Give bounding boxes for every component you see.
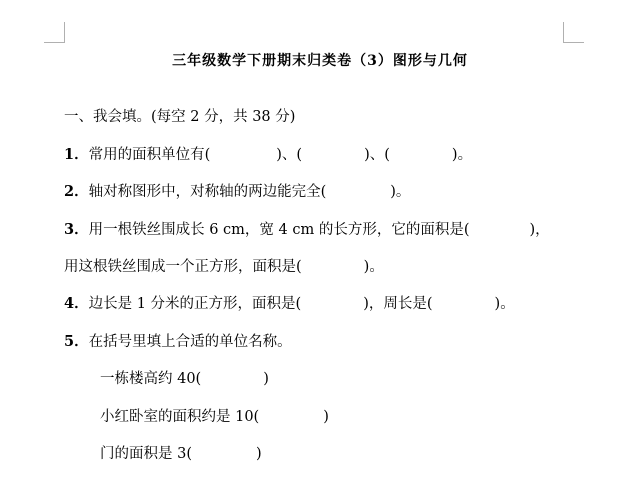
question-5-item	[100, 369, 269, 389]
question-3	[64, 220, 550, 240]
question-number: 2．	[64, 183, 89, 200]
question-text: )。	[390, 184, 411, 200]
question-text: 用这根铁丝围成一个正方形，面积是(	[64, 259, 302, 275]
question-text: )，	[529, 222, 550, 238]
question-text: )，周长是(	[363, 296, 433, 312]
item-text: 一栋楼高约 40(	[100, 371, 202, 387]
question-2	[64, 182, 410, 202]
question-text: )。	[494, 296, 515, 312]
item-text: 小红卧室的面积约是 10(	[100, 409, 260, 425]
question-4	[64, 294, 515, 314]
item-text: )	[323, 409, 329, 425]
question-text: 常用的面积单位有(	[88, 147, 211, 163]
item-text: )	[256, 446, 262, 462]
question-3-continued	[64, 257, 384, 277]
question-5	[64, 332, 292, 352]
question-number: 4．	[64, 295, 89, 312]
question-number: 5．	[64, 333, 89, 350]
question-text: )、(	[276, 147, 303, 163]
question-5-item	[100, 444, 262, 464]
question-number: 3．	[64, 221, 89, 238]
question-text: 用一根铁丝围成长 6 cm，宽 4 cm 的长方形，它的面积是(	[88, 222, 470, 238]
document-title: 三年级数学下册期末归类卷（3）图形与几何	[172, 53, 468, 69]
question-number: 1．	[64, 146, 89, 163]
question-1	[64, 145, 472, 165]
question-text: 轴对称图形中，对称轴的两边能完全(	[88, 184, 327, 200]
crop-mark-top-right	[563, 22, 584, 43]
item-text: )	[263, 371, 269, 387]
question-text: )。	[363, 259, 384, 275]
question-text: )、(	[364, 147, 390, 163]
crop-mark-top-left	[44, 22, 65, 43]
question-text: 边长是 1 分米的正方形，面积是(	[88, 296, 302, 312]
question-5-item	[100, 407, 329, 427]
question-text: )。	[451, 147, 473, 163]
item-text: 门的面积是 3(	[100, 446, 192, 462]
section-heading: 一、我会填。(每空 2 分，共 38 分)	[64, 109, 296, 125]
question-text: 在括号里填上合适的单位名称。	[88, 334, 292, 350]
